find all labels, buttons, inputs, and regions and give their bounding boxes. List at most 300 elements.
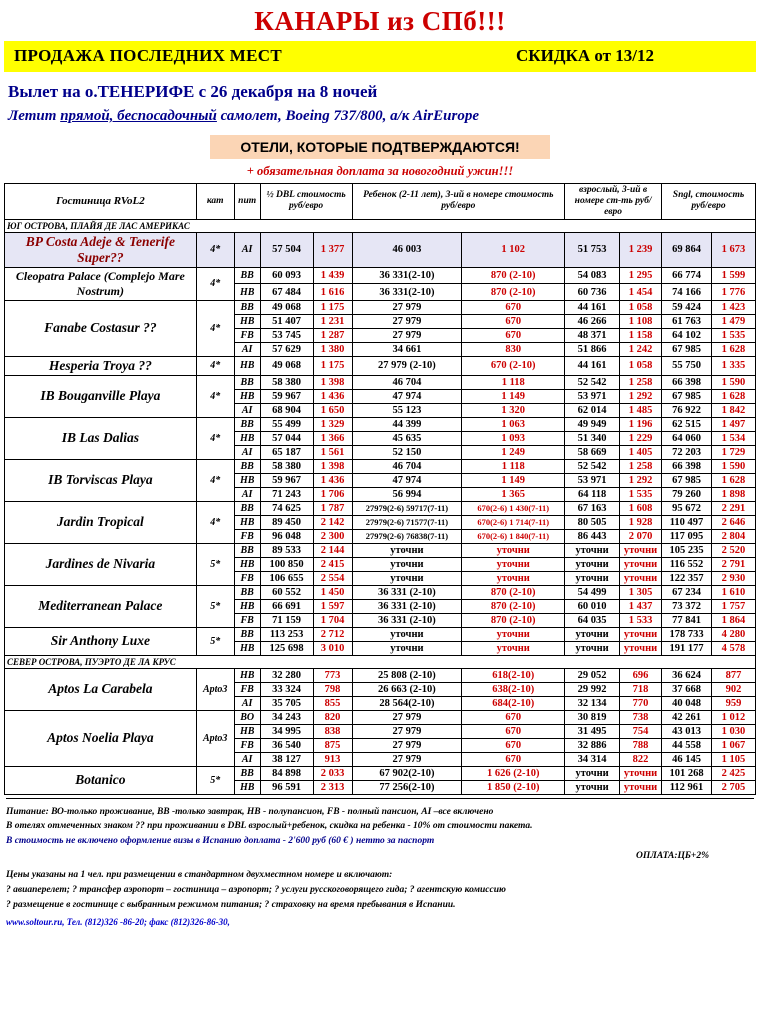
- promo-banner-right: СКИДКА от 13/12: [516, 46, 654, 65]
- col-adult: взрослый, 3-ий в номере ст-ть руб/евро: [565, 184, 662, 220]
- child-price-rub: уточни: [352, 641, 462, 655]
- dbl-price-rub: 49 068: [260, 300, 313, 314]
- dbl-price-eur: 1 436: [313, 473, 352, 487]
- sngl-price-eur: 4 280: [711, 627, 755, 641]
- table-row: [5, 300, 756, 314]
- hotel-category: 4*: [196, 267, 234, 300]
- sngl-price-rub: 112 961: [662, 780, 712, 794]
- hotel-name: IB Torviscas Playa: [5, 459, 197, 501]
- adult-price-rub: 64 118: [565, 487, 620, 501]
- dbl-price-rub: 74 625: [260, 501, 313, 515]
- sngl-price-eur: 1 628: [711, 342, 755, 356]
- dbl-price-rub: 66 691: [260, 599, 313, 613]
- adult-price-rub: 32 134: [565, 696, 620, 710]
- sngl-price-rub: 36 624: [662, 668, 712, 682]
- adult-price-rub: 30 819: [565, 710, 620, 724]
- child-price-rub: 27979(2-6) 76838(7-11): [352, 529, 462, 543]
- child-price-eur: 670 (2-10): [462, 356, 565, 375]
- sngl-price-eur: 1 534: [711, 431, 755, 445]
- col-sngl: Sngl, стоимость руб/евро: [662, 184, 756, 220]
- child-price-rub: 27 979: [352, 300, 462, 314]
- meal-plan: AI: [234, 445, 260, 459]
- meal-plan: HB: [234, 599, 260, 613]
- adult-price-rub: 58 669: [565, 445, 620, 459]
- hotel-category: 4*: [196, 232, 234, 267]
- adult-price-eur: уточни: [620, 557, 662, 571]
- meal-plan: AI: [234, 752, 260, 766]
- adult-price-rub: 29 992: [565, 682, 620, 696]
- child-price-eur: 670(2-6) 1 840(7-11): [462, 529, 565, 543]
- child-price-eur: уточни: [462, 543, 565, 557]
- sngl-price-eur: 1 898: [711, 487, 755, 501]
- dbl-price-eur: 2 712: [313, 627, 352, 641]
- meal-plan: HB: [234, 668, 260, 682]
- sngl-price-eur: 2 291: [711, 501, 755, 515]
- table-row: [5, 459, 756, 473]
- hotel-name: Aptos Noelia Playa: [5, 710, 197, 766]
- sngl-price-eur: 1 610: [711, 585, 755, 599]
- child-price-rub: 36 331(2-10): [352, 267, 462, 284]
- child-price-eur: 1 626 (2-10): [462, 766, 565, 780]
- table-row: [5, 501, 756, 515]
- hotel-category: Apto3: [196, 710, 234, 766]
- hotel-name: IB Bouganville Playa: [5, 375, 197, 417]
- section-label: ЮГ ОСТРОВА, ПЛАЙЯ ДЕ ЛАС АМЕРИКАС: [5, 219, 756, 232]
- dbl-price-eur: 1 650: [313, 403, 352, 417]
- meal-plan: BB: [234, 375, 260, 389]
- hotel-category: 4*: [196, 417, 234, 459]
- child-price-eur: 670: [462, 738, 565, 752]
- adult-price-rub: 51 340: [565, 431, 620, 445]
- child-price-rub: 27 979 (2-10): [352, 356, 462, 375]
- adult-price-rub: 62 014: [565, 403, 620, 417]
- child-price-rub: 36 331 (2-10): [352, 585, 462, 599]
- hotel-category: 5*: [196, 585, 234, 627]
- dbl-price-eur: 1 377: [313, 232, 352, 267]
- adult-price-eur: 1 485: [620, 403, 662, 417]
- flight-info-a: Летит: [8, 108, 61, 124]
- departure-info: Вылет на о.ТЕНЕРИФЕ с 26 декабря на 8 ночей: [8, 82, 378, 101]
- child-price-rub: 36 331 (2-10): [352, 613, 462, 627]
- sngl-price-rub: 66 774: [662, 267, 712, 284]
- sngl-price-eur: 1 628: [711, 389, 755, 403]
- child-price-eur: 638(2-10): [462, 682, 565, 696]
- hotel-category: 5*: [196, 766, 234, 794]
- table-row: [5, 543, 756, 557]
- dbl-price-rub: 57 629: [260, 342, 313, 356]
- dbl-price-rub: 34 995: [260, 724, 313, 738]
- child-price-rub: 44 399: [352, 417, 462, 431]
- adult-price-rub: 44 161: [565, 300, 620, 314]
- adult-price-rub: 29 052: [565, 668, 620, 682]
- meal-plan: HB: [234, 431, 260, 445]
- adult-price-rub: уточни: [565, 780, 620, 794]
- adult-price-eur: 1 229: [620, 431, 662, 445]
- meal-plan: HB: [234, 473, 260, 487]
- dbl-price-rub: 96 591: [260, 780, 313, 794]
- sngl-price-rub: 79 260: [662, 487, 712, 501]
- footer-line-2: В отелях отмеченных знаком ?? при проживании в DBL взрослый+ребенок, скидка на ребенка - 10% от стоимости пакета.: [6, 821, 533, 832]
- child-price-rub: 67 902(2-10): [352, 766, 462, 780]
- footer-line-4: Цены указаны на 1 чел. при размещении в стандартном двухместном номере и включают:: [6, 869, 393, 880]
- dbl-price-eur: 1 329: [313, 417, 352, 431]
- hotel-name: Sir Anthony Luxe: [5, 627, 197, 655]
- col-dbl: ½ DBL стоимость руб/евро: [260, 184, 352, 220]
- dbl-price-rub: 60 552: [260, 585, 313, 599]
- adult-price-eur: 1 108: [620, 314, 662, 328]
- child-price-rub: 27979(2-6) 71577(7-11): [352, 515, 462, 529]
- table-row: [5, 375, 756, 389]
- child-price-eur: 870 (2-10): [462, 599, 565, 613]
- sngl-price-eur: 1 335: [711, 356, 755, 375]
- meal-plan: HB: [234, 724, 260, 738]
- meal-plan: FB: [234, 571, 260, 585]
- child-price-eur: уточни: [462, 557, 565, 571]
- sngl-price-rub: 95 672: [662, 501, 712, 515]
- adult-price-rub: 32 886: [565, 738, 620, 752]
- sngl-price-rub: 67 985: [662, 473, 712, 487]
- adult-price-eur: 1 405: [620, 445, 662, 459]
- sngl-price-rub: 178 733: [662, 627, 712, 641]
- dbl-price-eur: 1 175: [313, 356, 352, 375]
- col-pit: пит: [234, 184, 260, 220]
- adult-price-eur: 1 295: [620, 267, 662, 284]
- adult-price-rub: 53 971: [565, 473, 620, 487]
- adult-price-eur: 1 058: [620, 300, 662, 314]
- flight-info-underline: прямой, беспосадочный: [60, 108, 217, 124]
- child-price-rub: 27 979: [352, 738, 462, 752]
- adult-price-rub: уточни: [565, 641, 620, 655]
- meal-plan: BO: [234, 710, 260, 724]
- child-price-rub: 27 979: [352, 710, 462, 724]
- meal-plan: AI: [234, 696, 260, 710]
- intro-block: [0, 72, 760, 131]
- adult-price-eur: уточни: [620, 641, 662, 655]
- promo-banner-left: ПРОДАЖА ПОСЛЕДНИХ МЕСТ: [14, 46, 282, 65]
- table-row: [5, 356, 756, 375]
- sngl-price-eur: 1 479: [711, 314, 755, 328]
- footer-included: [6, 868, 754, 914]
- dbl-price-eur: 2 313: [313, 780, 352, 794]
- child-price-rub: уточни: [352, 557, 462, 571]
- adult-price-rub: 54 499: [565, 585, 620, 599]
- sngl-price-rub: 101 268: [662, 766, 712, 780]
- dbl-price-eur: 773: [313, 668, 352, 682]
- sngl-price-eur: 2 930: [711, 571, 755, 585]
- sngl-price-rub: 55 750: [662, 356, 712, 375]
- dbl-price-eur: 820: [313, 710, 352, 724]
- sngl-price-rub: 110 497: [662, 515, 712, 529]
- dbl-price-eur: 1 366: [313, 431, 352, 445]
- sngl-price-eur: 1 535: [711, 328, 755, 342]
- adult-price-rub: 60 010: [565, 599, 620, 613]
- table-row: [5, 417, 756, 431]
- hotel-name: BP Costa Adeje & Tenerife Super??: [5, 232, 197, 267]
- adult-price-rub: уточни: [565, 627, 620, 641]
- dbl-price-eur: 2 300: [313, 529, 352, 543]
- payment-note: ОПЛАТА:ЦБ+2%: [636, 850, 709, 861]
- sngl-price-rub: 66 398: [662, 375, 712, 389]
- meal-plan: AI: [234, 403, 260, 417]
- dbl-price-rub: 96 048: [260, 529, 313, 543]
- dbl-price-rub: 58 380: [260, 375, 313, 389]
- meal-plan: BB: [234, 501, 260, 515]
- dbl-price-eur: 2 415: [313, 557, 352, 571]
- sngl-price-eur: 959: [711, 696, 755, 710]
- sngl-price-eur: 1 105: [711, 752, 755, 766]
- col-hotel: Гостиница RVoL2: [5, 184, 197, 220]
- dbl-price-eur: 855: [313, 696, 352, 710]
- child-price-eur: 870 (2-10): [462, 284, 565, 301]
- meal-plan: BB: [234, 417, 260, 431]
- adult-price-eur: 1 928: [620, 515, 662, 529]
- adult-price-eur: 1 305: [620, 585, 662, 599]
- sngl-price-rub: 42 261: [662, 710, 712, 724]
- meal-plan: BB: [234, 766, 260, 780]
- adult-price-eur: 696: [620, 668, 662, 682]
- child-price-eur: 618(2-10): [462, 668, 565, 682]
- dbl-price-rub: 38 127: [260, 752, 313, 766]
- adult-price-eur: 1 158: [620, 328, 662, 342]
- child-price-eur: 670: [462, 328, 565, 342]
- sngl-price-eur: 1 776: [711, 284, 755, 301]
- child-price-rub: 52 150: [352, 445, 462, 459]
- child-price-eur: 830: [462, 342, 565, 356]
- child-price-rub: 27 979: [352, 314, 462, 328]
- meal-plan: HB: [234, 557, 260, 571]
- adult-price-rub: 54 083: [565, 267, 620, 284]
- adult-price-eur: 1 437: [620, 599, 662, 613]
- sngl-price-rub: 40 048: [662, 696, 712, 710]
- adult-price-eur: уточни: [620, 543, 662, 557]
- sngl-price-rub: 122 357: [662, 571, 712, 585]
- sngl-price-rub: 73 372: [662, 599, 712, 613]
- dbl-price-rub: 71 159: [260, 613, 313, 627]
- sngl-price-rub: 74 166: [662, 284, 712, 301]
- dbl-price-rub: 53 745: [260, 328, 313, 342]
- hotel-name: Aptos La Carabela: [5, 668, 197, 710]
- child-price-rub: 27979(2-6) 59717(7-11): [352, 501, 462, 515]
- adult-price-eur: 1 533: [620, 613, 662, 627]
- sngl-price-eur: 2 520: [711, 543, 755, 557]
- sngl-price-eur: 1 030: [711, 724, 755, 738]
- dbl-price-rub: 58 380: [260, 459, 313, 473]
- sngl-price-eur: 877: [711, 668, 755, 682]
- table-section-row: [5, 655, 756, 668]
- hotel-category: 4*: [196, 459, 234, 501]
- flight-info: [6, 106, 754, 131]
- adult-price-rub: 53 971: [565, 389, 620, 403]
- hotel-name: Hesperia Troya ??: [5, 356, 197, 375]
- child-price-eur: 1 320: [462, 403, 565, 417]
- child-price-rub: 56 994: [352, 487, 462, 501]
- dbl-price-rub: 68 904: [260, 403, 313, 417]
- confirmed-hotels-note: ОТЕЛИ, КОТОРЫЕ ПОДТВЕРЖДАЮТСЯ!: [210, 135, 550, 159]
- table-row: [5, 585, 756, 599]
- dbl-price-rub: 49 068: [260, 356, 313, 375]
- sngl-price-eur: 1 628: [711, 473, 755, 487]
- adult-price-eur: 822: [620, 752, 662, 766]
- child-price-eur: 670(2-6) 1 714(7-11): [462, 515, 565, 529]
- child-price-rub: 77 256(2-10): [352, 780, 462, 794]
- dbl-price-rub: 106 655: [260, 571, 313, 585]
- hotel-name: Botanico: [5, 766, 197, 794]
- dbl-price-eur: 1 398: [313, 459, 352, 473]
- sngl-price-eur: 1 729: [711, 445, 755, 459]
- dbl-price-eur: 3 010: [313, 641, 352, 655]
- hotel-name: IB Las Dalias: [5, 417, 197, 459]
- child-price-rub: 47 974: [352, 473, 462, 487]
- dbl-price-rub: 84 898: [260, 766, 313, 780]
- sngl-price-eur: 902: [711, 682, 755, 696]
- sngl-price-eur: 1 423: [711, 300, 755, 314]
- adult-price-eur: 2 070: [620, 529, 662, 543]
- table-row: [5, 267, 756, 284]
- adult-price-rub: 46 266: [565, 314, 620, 328]
- sngl-price-rub: 64 060: [662, 431, 712, 445]
- adult-price-rub: 64 035: [565, 613, 620, 627]
- sngl-price-eur: 1 673: [711, 232, 755, 267]
- child-price-eur: 670: [462, 300, 565, 314]
- child-price-eur: уточни: [462, 627, 565, 641]
- child-price-rub: 26 663 (2-10): [352, 682, 462, 696]
- meal-plan: HB: [234, 284, 260, 301]
- hotel-category: 4*: [196, 501, 234, 543]
- hotel-category: 4*: [196, 300, 234, 356]
- child-price-eur: 870 (2-10): [462, 613, 565, 627]
- child-price-eur: 1 102: [462, 232, 565, 267]
- dbl-price-eur: 1 616: [313, 284, 352, 301]
- hotel-category: 4*: [196, 375, 234, 417]
- hotel-name: Jardines de Nivaria: [5, 543, 197, 585]
- meal-plan: FB: [234, 682, 260, 696]
- sngl-price-eur: 1 864: [711, 613, 755, 627]
- meal-plan: BB: [234, 459, 260, 473]
- dbl-price-eur: 1 175: [313, 300, 352, 314]
- meal-plan: HB: [234, 641, 260, 655]
- sngl-price-eur: 1 842: [711, 403, 755, 417]
- sngl-price-rub: 77 841: [662, 613, 712, 627]
- sngl-price-eur: 1 012: [711, 710, 755, 724]
- adult-price-eur: уточни: [620, 627, 662, 641]
- child-price-rub: 46 704: [352, 375, 462, 389]
- hotel-category: 5*: [196, 627, 234, 655]
- adult-price-rub: уточни: [565, 766, 620, 780]
- meal-plan: FB: [234, 328, 260, 342]
- sngl-price-rub: 116 552: [662, 557, 712, 571]
- sngl-price-rub: 76 922: [662, 403, 712, 417]
- table-section-row: [5, 219, 756, 232]
- dbl-price-eur: 1 561: [313, 445, 352, 459]
- sngl-price-rub: 67 985: [662, 389, 712, 403]
- dbl-price-eur: 838: [313, 724, 352, 738]
- meal-plan: BB: [234, 627, 260, 641]
- dbl-price-eur: 2 033: [313, 766, 352, 780]
- sngl-price-rub: 66 398: [662, 459, 712, 473]
- sngl-price-rub: 117 095: [662, 529, 712, 543]
- adult-price-rub: 52 542: [565, 375, 620, 389]
- adult-price-eur: 754: [620, 724, 662, 738]
- adult-price-eur: 1 196: [620, 417, 662, 431]
- child-price-eur: 684(2-10): [462, 696, 565, 710]
- sngl-price-eur: 2 791: [711, 557, 755, 571]
- child-price-eur: 870 (2-10): [462, 267, 565, 284]
- company-contacts[interactable]: www.soltour.ru, Тел. (812)326 -86-20; факс (812)326-86-30,: [6, 917, 230, 928]
- child-price-eur: 1 249: [462, 445, 565, 459]
- meal-plan: AI: [234, 232, 260, 267]
- adult-price-eur: 1 239: [620, 232, 662, 267]
- child-price-eur: 670: [462, 314, 565, 328]
- adult-price-eur: 1 242: [620, 342, 662, 356]
- table-row: [5, 710, 756, 724]
- table-row: [5, 627, 756, 641]
- dbl-price-rub: 67 484: [260, 284, 313, 301]
- child-price-rub: 27 979: [352, 724, 462, 738]
- meal-plan: AI: [234, 342, 260, 356]
- child-price-rub: 36 331 (2-10): [352, 599, 462, 613]
- child-price-eur: 1 063: [462, 417, 565, 431]
- adult-price-rub: 52 542: [565, 459, 620, 473]
- section-label: СЕВЕР ОСТРОВА, ПУЭРТО ДЕ ЛА КРУС: [5, 655, 756, 668]
- dbl-price-eur: 1 787: [313, 501, 352, 515]
- sngl-price-rub: 44 558: [662, 738, 712, 752]
- table-row: [5, 232, 756, 267]
- adult-price-eur: 1 292: [620, 389, 662, 403]
- sngl-price-rub: 43 013: [662, 724, 712, 738]
- page-title: КАНАРЫ из СПб!!!: [254, 6, 506, 36]
- child-price-rub: 28 564(2-10): [352, 696, 462, 710]
- hotel-category: 5*: [196, 543, 234, 585]
- dbl-price-rub: 57 044: [260, 431, 313, 445]
- adult-price-rub: 67 163: [565, 501, 620, 515]
- surcharge-note: + обязательная доплата за новогодний ужин!!!: [246, 164, 514, 178]
- child-price-rub: 36 331(2-10): [352, 284, 462, 301]
- meal-plan: FB: [234, 613, 260, 627]
- dbl-price-rub: 57 504: [260, 232, 313, 267]
- col-cat: кат: [196, 184, 234, 220]
- dbl-price-eur: 913: [313, 752, 352, 766]
- hotel-name: Fanabe Costasur ??: [5, 300, 197, 356]
- sngl-price-rub: 61 763: [662, 314, 712, 328]
- sngl-price-eur: 1 590: [711, 375, 755, 389]
- sngl-price-eur: 2 804: [711, 529, 755, 543]
- dbl-price-eur: 1 231: [313, 314, 352, 328]
- sngl-price-eur: 1 599: [711, 267, 755, 284]
- child-price-rub: 47 974: [352, 389, 462, 403]
- adult-price-eur: 770: [620, 696, 662, 710]
- child-price-eur: 1 118: [462, 459, 565, 473]
- dbl-price-rub: 32 280: [260, 668, 313, 682]
- meal-plan: FB: [234, 529, 260, 543]
- promo-banner: [4, 41, 756, 72]
- dbl-price-eur: 1 439: [313, 267, 352, 284]
- dbl-price-eur: 1 398: [313, 375, 352, 389]
- child-price-eur: 1 093: [462, 431, 565, 445]
- adult-price-rub: уточни: [565, 557, 620, 571]
- dbl-price-rub: 36 540: [260, 738, 313, 752]
- adult-price-rub: 51 866: [565, 342, 620, 356]
- dbl-price-rub: 59 967: [260, 473, 313, 487]
- adult-price-eur: 1 454: [620, 284, 662, 301]
- adult-price-rub: 86 443: [565, 529, 620, 543]
- sngl-price-rub: 59 424: [662, 300, 712, 314]
- child-price-eur: 1 850 (2-10): [462, 780, 565, 794]
- dbl-price-rub: 51 407: [260, 314, 313, 328]
- meal-plan: HB: [234, 515, 260, 529]
- meal-plan: FB: [234, 738, 260, 752]
- meal-plan: HB: [234, 389, 260, 403]
- dbl-price-rub: 55 499: [260, 417, 313, 431]
